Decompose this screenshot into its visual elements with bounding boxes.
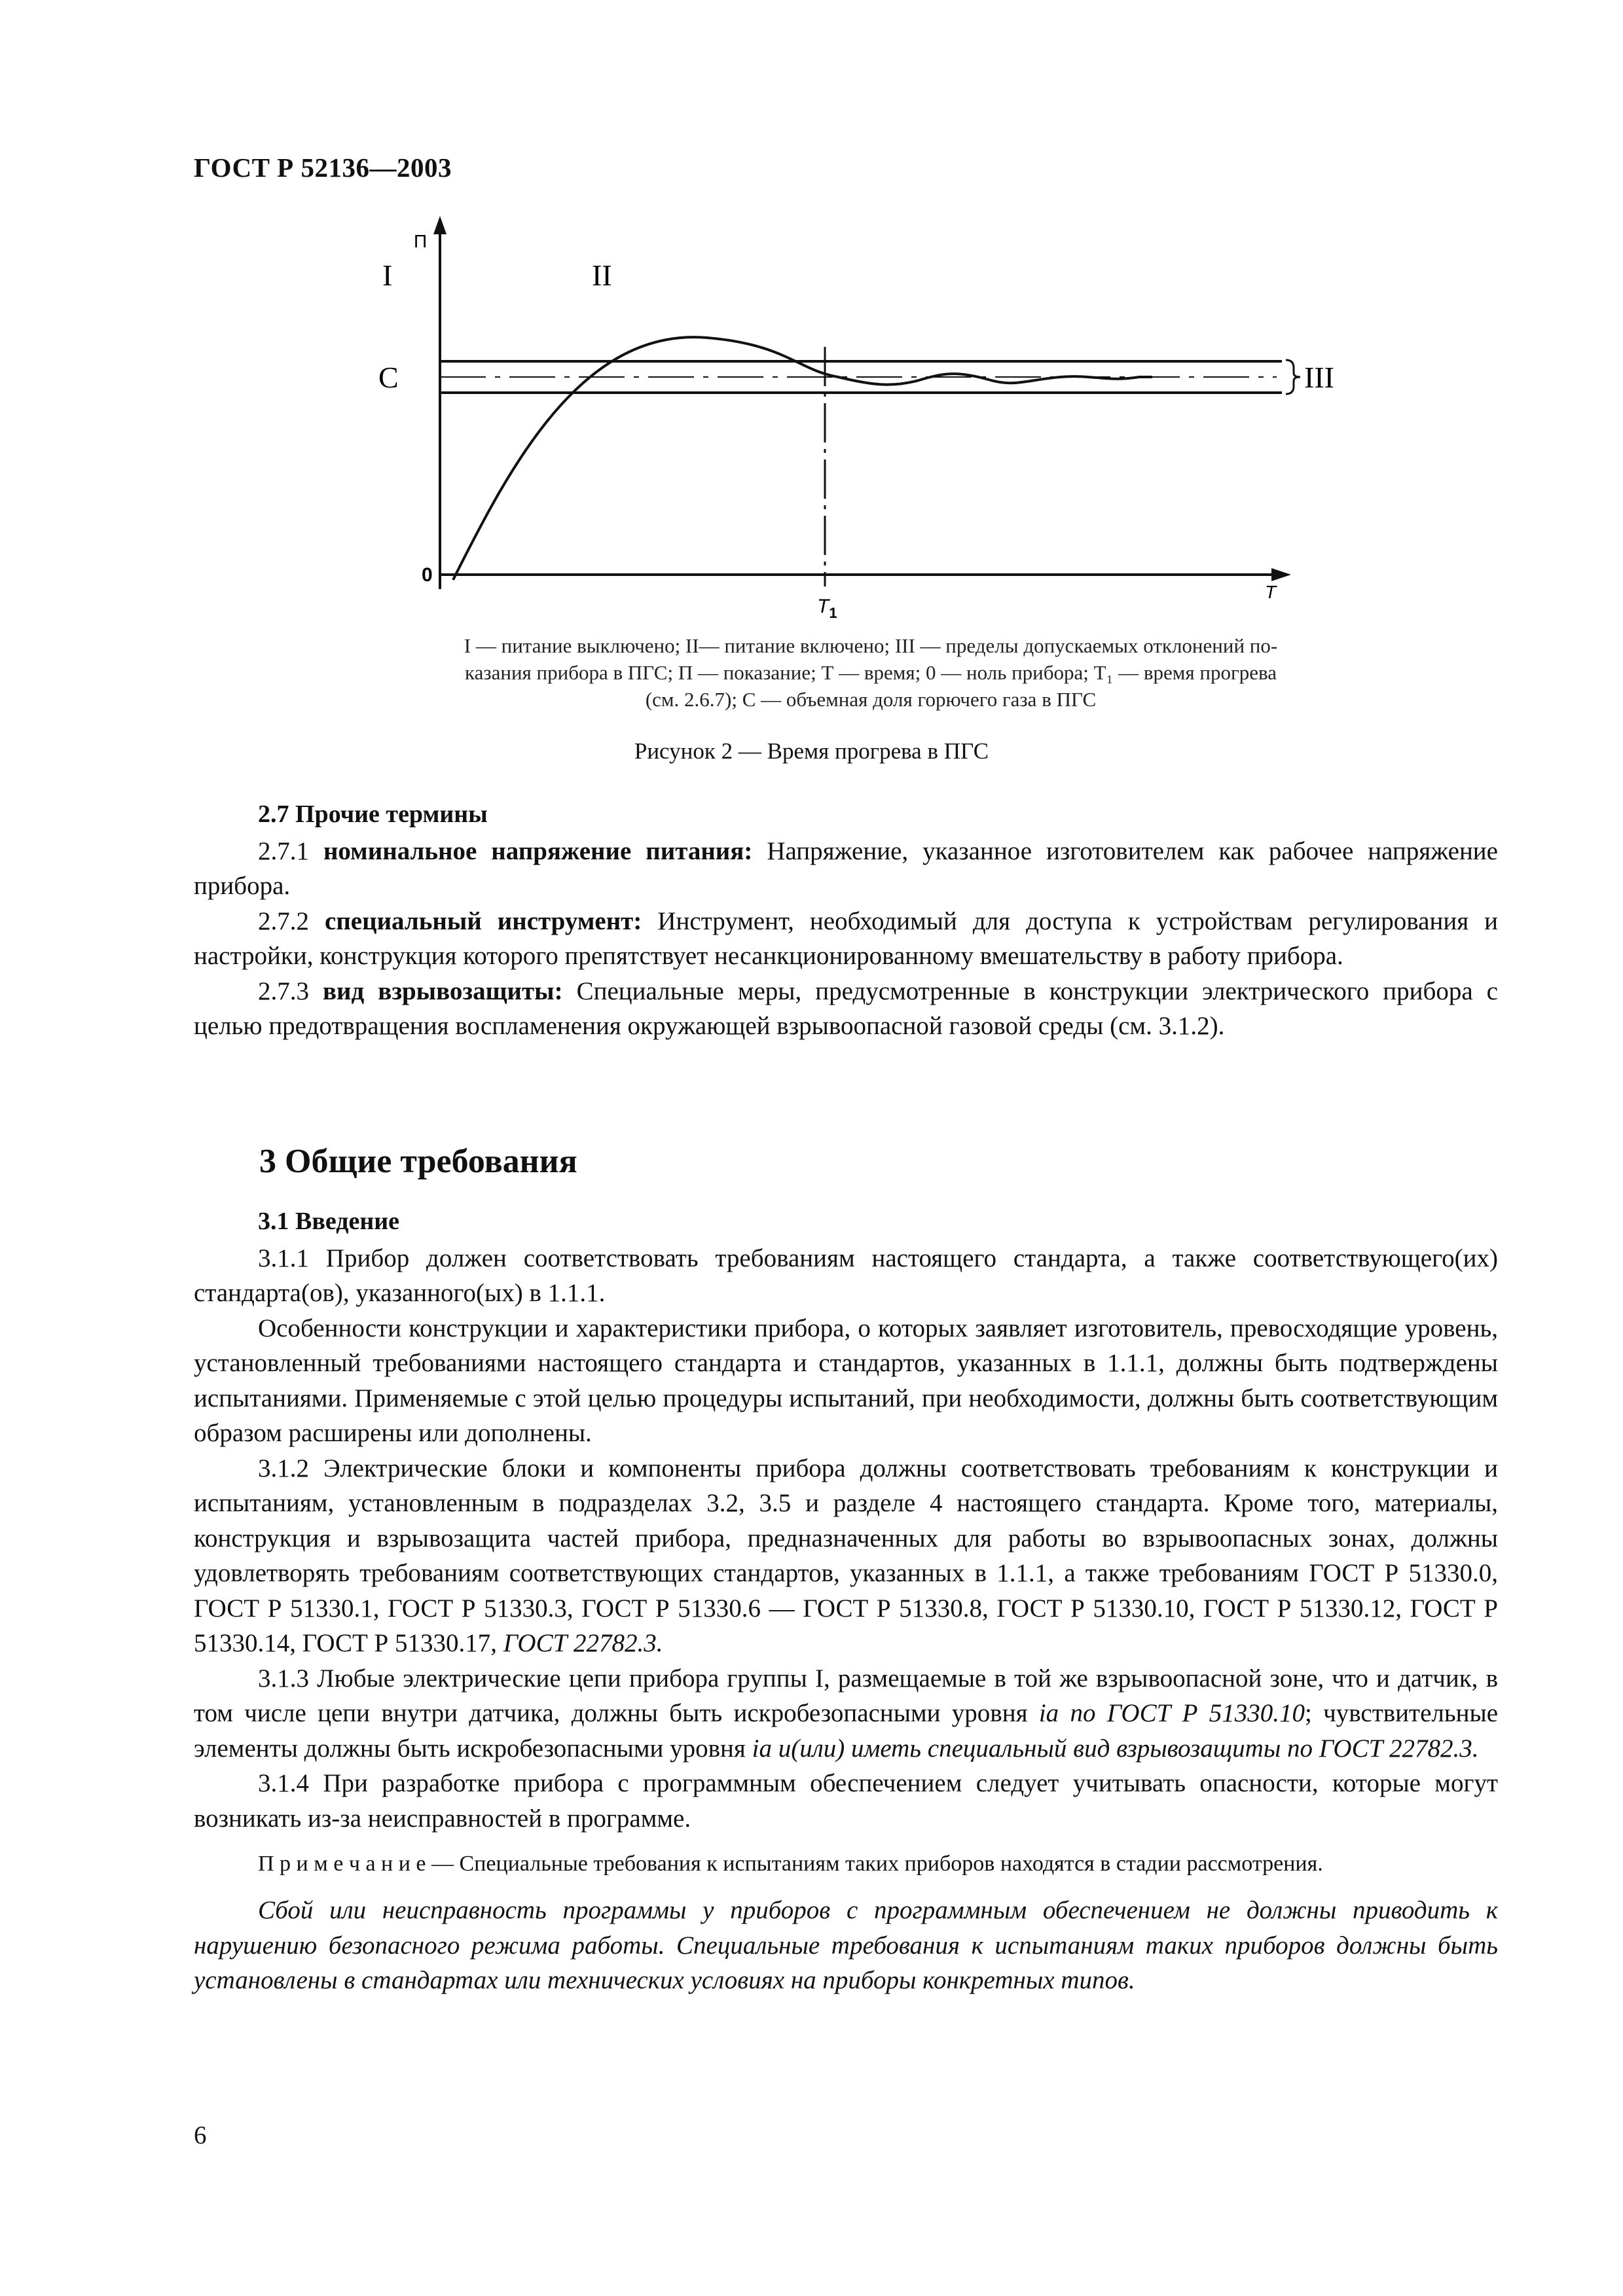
- para-3-1-3-a: 3.1.3 Любые электрические цепи прибора группы I, размещаемые в той же взрывоопасной зоне, что и датчик, в том числе цепи внутри датчика, должны быть искробезопасными уровня: [194, 1664, 1498, 1727]
- response-curve: [453, 337, 1152, 580]
- para-3-1-3-d: ia и(или) иметь специальный вид взрывозащиты по ГОСТ 22782.3.: [752, 1734, 1479, 1763]
- legend-line-1: I — питание выключено; II— питание включено; III — пределы допускаемых отклонений по-: [464, 634, 1278, 657]
- zone-label-I: I: [382, 259, 393, 292]
- note: [194, 1849, 1498, 1878]
- band-brace: [1286, 360, 1300, 394]
- note-text: Специальные требования к испытаниям таких приборов находятся в стадии рассмотрения.: [459, 1852, 1323, 1876]
- note-label: П р и м е ч а н и е —: [258, 1852, 454, 1876]
- term-2-7-1-term: номинальное напряжение питания:: [323, 836, 753, 865]
- origin-label: 0: [422, 564, 433, 586]
- para-3-1-2-italic: ГОСТ 22782.3.: [503, 1629, 663, 1657]
- t1-main: T: [817, 596, 830, 617]
- term-2-7-2-text: Инструмент, необходимый для доступа к устройствам регулирования и настройки, конструкция которого препятствует несанкционированному вмешательству в работу прибора.: [194, 906, 1499, 970]
- term-2-7-3-term: вид взрывозащиты:: [323, 977, 563, 1005]
- term-2-7-1-text: Напряжение, указанное изготовителем как рабочее напряжение прибора.: [194, 836, 1498, 900]
- para-3-1-3-c: ; чувствительные элементы должны быть искробезопасными уровня: [194, 1699, 1499, 1763]
- term-2-7-1-num: 2.7.1: [258, 836, 309, 865]
- term-2-7-3-num: 2.7.3: [258, 977, 309, 1005]
- document-header: ГОСТ Р 52136—2003: [194, 152, 452, 183]
- x-axis-arrow: [1271, 568, 1291, 581]
- term-2-7-2-num: 2.7.2: [258, 906, 309, 935]
- zone-label-II: II: [592, 259, 612, 292]
- t1-label: [817, 596, 837, 621]
- y-axis-arrow: [433, 216, 447, 234]
- section-3-1: [194, 1204, 1498, 1998]
- para-3-1-2: [194, 1451, 1498, 1661]
- term-2-7-1: [194, 834, 1498, 904]
- term-2-7-3: [194, 974, 1498, 1044]
- term-2-7-2: [194, 904, 1498, 974]
- para-3-1-2-text: 3.1.2 Электрические блоки и компоненты прибора должны соответствовать требованиям к конструкции и испытаниям, установленным в подразделах 3.2, 3.5 и разделе 4 настоящего стандарта. Кроме того, материалы, конструкция и взрывозащита частей прибора, предназначенных для работы во взрывоопасных зонах, должны удовлетворять требованиям соответствующих стандартов, указанных в 1.1.1, а также требованиям ГОСТ Р 51330.0, ГОСТ Р 51330.1, ГОСТ Р 51330.3, ГОСТ Р 51330.6 — ГОСТ Р 51330.8, ГОСТ Р 51330.10, ГОСТ Р 51330.12, ГОСТ Р 51330.14, ГОСТ Р 51330.17,: [194, 1454, 1498, 1657]
- para-3-1-1: 3.1.1 Прибор должен соответствовать требованиям настоящего стандарта, а также соответствующего(их) стандарта(ов), указанного(ых) в 1.1.1.: [194, 1244, 1498, 1307]
- section-2-7-heading: 2.7 Прочие термины: [258, 800, 488, 828]
- x-axis-label: T: [1265, 582, 1277, 602]
- para-3-1-1-b: Особенности конструкции и характеристики прибора, о которых заявляет изготовитель, превосходящие уровень, установленный требованиями настоящего стандарта и стандартов, указанных в 1.1.1, должны быть подтверждены испытаниями. Применяемые с этой целью процедуры испытаний, при необходимости, должны быть соответствующим образом расширены или дополнены.: [194, 1314, 1498, 1447]
- section-2-7: [194, 797, 1498, 1044]
- y-axis-label: П: [414, 231, 428, 251]
- term-2-7-3-text: Специальные меры, предусмотренные в конструкции электрического прибора с целью предотвращения воспламенения окружающей взрывоопасной газовой среды (см. 3.1.2).: [194, 977, 1498, 1040]
- figure-title: Рисунок 2 — Время прогрева в ПГС: [634, 738, 989, 764]
- term-2-7-2-term: специальный инструмент:: [325, 906, 642, 935]
- italic-paragraph: Сбой или неисправность программы у приборов с программным обеспечением не должны приводить к нарушению безопасного режима работы. Специальные требования к испытаниям таких приборов должны быть установлены в стандартах или технических условиях на приборы конкретных типов.: [194, 1896, 1498, 1994]
- para-3-1-3-b: ia по ГОСТ Р 51330.10: [1038, 1699, 1305, 1727]
- warmup-figure: [367, 216, 1375, 622]
- para-3-1-4: 3.1.4 При разработке прибора с программным обеспечением следует учитывать опасности, которые могут возникать из-за неисправностей в программе.: [194, 1769, 1498, 1833]
- page-number: 6: [194, 2121, 207, 2149]
- section-3-1-heading: 3.1 Введение: [258, 1208, 399, 1235]
- para-3-1-3: [194, 1661, 1498, 1767]
- legend-line-2: казания прибора в ПГС; П — показание; Т — время; 0 — ноль прибора; Т₁ — время прогрева: [465, 661, 1277, 684]
- c-label: C: [378, 361, 399, 394]
- section-3-heading: 3 Общие требования: [259, 1143, 577, 1180]
- figure-legend: [367, 632, 1375, 713]
- t1-subscript: 1: [829, 605, 837, 621]
- band-label: III: [1304, 361, 1334, 394]
- legend-line-3: (см. 2.6.7); С — объемная доля горючего газа в ПГС: [645, 688, 1097, 711]
